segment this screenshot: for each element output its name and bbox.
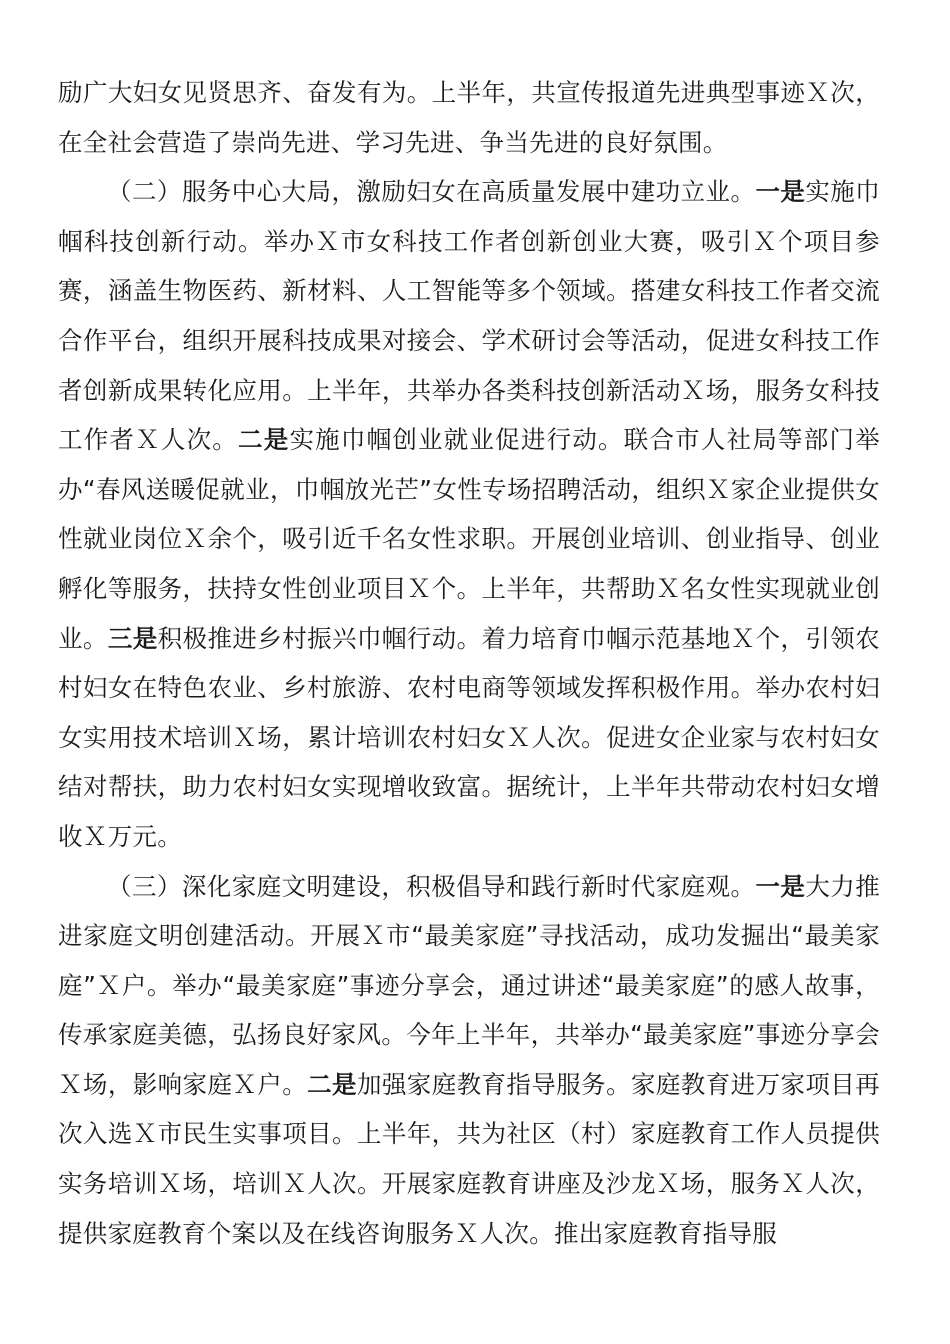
paragraph-continuation xyxy=(58,68,880,167)
section-heading: （二）服务中心大局，激励妇女在高质量发展中建功立业。 xyxy=(107,177,756,207)
document-body xyxy=(58,68,880,1258)
paragraph-text: 励广大妇女见贤思齐、奋发有为。上半年，共宣传报道先进典型事迹Ｘ次，在全社会营造了崇尚先进、学习先进、争当先进的良好氛围。 xyxy=(58,78,880,157)
bold-marker-third: 三是 xyxy=(107,623,158,653)
paragraph-text: 加强家庭教育指导服务。家庭教育进万家项目再次入选Ｘ市民生实事项目。上半年，共为社区（村）家庭教育工作人员提供实务培训Ｘ场，培训Ｘ人次。开展家庭教育讲座及沙龙Ｘ场，服务Ｘ人次，提供家庭教育个案以及在线咨询服务Ｘ人次。推出家庭教育指导服 xyxy=(58,1069,880,1248)
bold-marker-first: 一是 xyxy=(755,177,806,207)
paragraph-text: 实施巾帼创业就业促进行动。联合市人社局等部门举办“春风送暖促就业，巾帼放光芒”女性专场招聘活动，组织Ｘ家企业提供女性就业岗位Ｘ余个，吸引近千名女性求职。开展创业培训、创业指导、创业孵化等服务，扶持女性创业项目Ｘ个。上半年，共帮助Ｘ名女性实现就业创业。 xyxy=(58,425,880,653)
bold-marker-second: 二是 xyxy=(307,1069,357,1099)
paragraph-text: 积极推进乡村振兴巾帼行动。着力培育巾帼示范基地Ｘ个，引领农村妇女在特色农业、乡村旅游、农村电商等领域发挥积极作用。举办农村妇女实用技术培训Ｘ场，累计培训农村妇女Ｘ人次。促进女企业家与农村妇女结对帮扶，助力农村妇女实现增收致富。据统计，上半年共带动农村妇女增收Ｘ万元。 xyxy=(58,623,880,851)
paragraph-text: 大力推进家庭文明创建活动。开展Ｘ市“最美家庭”寻找活动，成功发掘出“最美家庭”Ｘ户。举办“最美家庭”事迹分享会，通过讲述“最美家庭”的感人故事，传承家庭美德，弘扬良好家风。今年上半年，共举办“最美家庭”事迹分享会Ｘ场，影响家庭Ｘ户。 xyxy=(58,871,881,1099)
bold-marker-first: 一是 xyxy=(755,871,806,901)
paragraph-section-3 xyxy=(58,862,880,1259)
section-heading: （三）深化家庭文明建设，积极倡导和践行新时代家庭观。 xyxy=(107,871,756,901)
paragraph-section-2 xyxy=(58,167,880,861)
paragraph-text: 实施巾帼科技创新行动。举办Ｘ市女科技工作者创新创业大赛，吸引Ｘ个项目参赛，涵盖生物医药、新材料、人工智能等多个领域。搭建女科技工作者交流合作平台，组织开展科技成果对接会、学术研讨会等活动，促进女科技工作者创新成果转化应用。上半年，共举办各类科技创新活动Ｘ场，服务女科技工作者Ｘ人次。 xyxy=(58,177,881,455)
bold-marker-second: 二是 xyxy=(238,425,290,455)
